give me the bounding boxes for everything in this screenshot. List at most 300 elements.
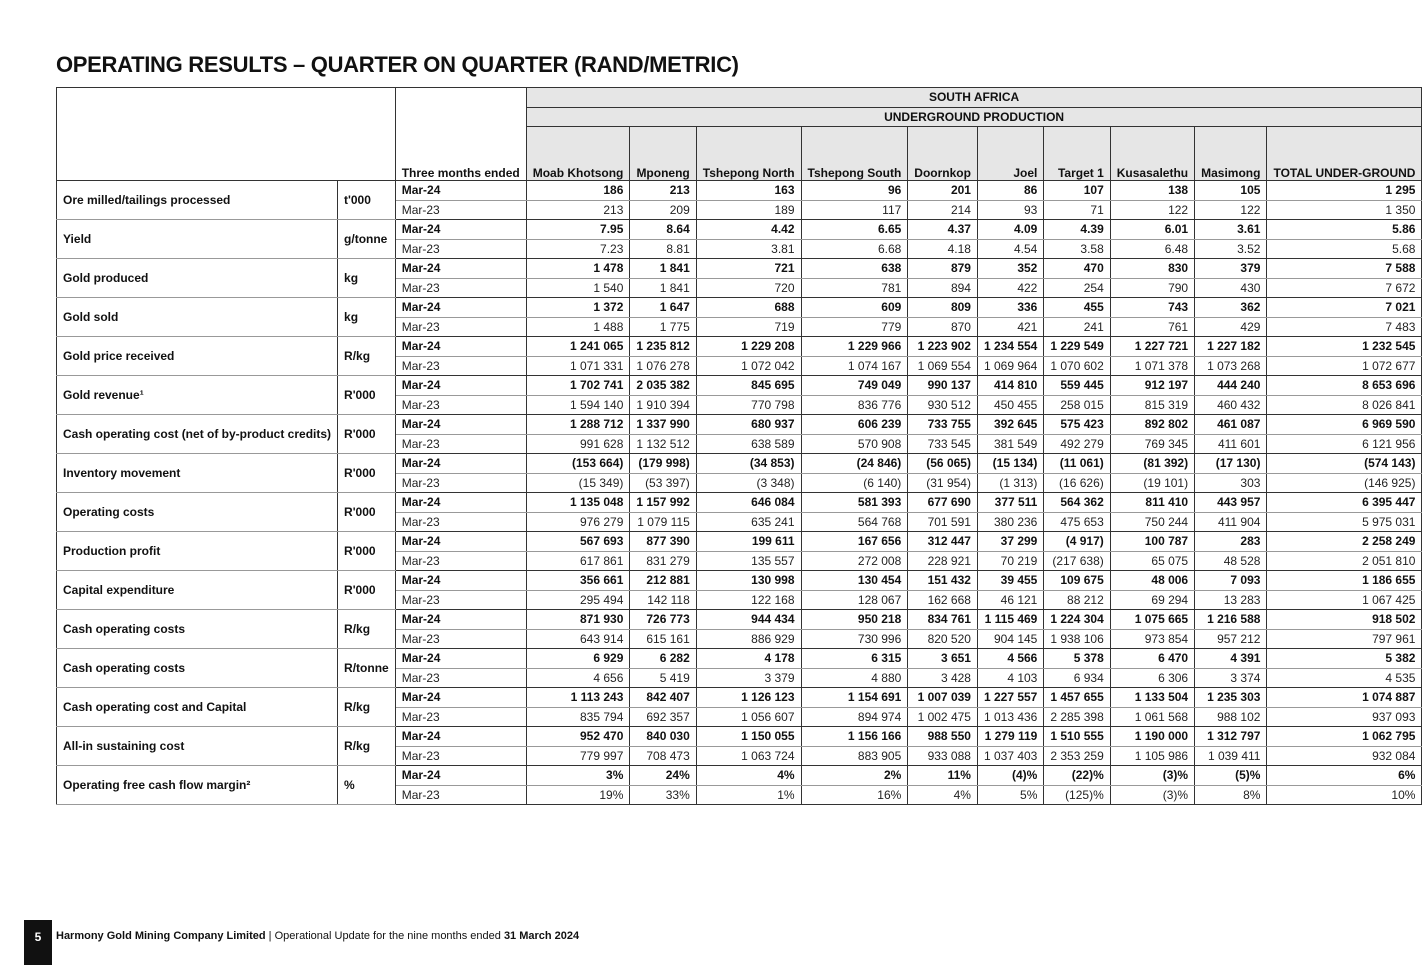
value-cell: 450 455 xyxy=(977,395,1043,415)
period-cell: Mar-23 xyxy=(395,356,526,376)
value-cell: 1 478 xyxy=(526,259,630,279)
footer-separator: | xyxy=(265,930,275,942)
period-cell: Mar-23 xyxy=(395,278,526,298)
value-cell: 312 447 xyxy=(908,532,978,552)
value-cell: 834 761 xyxy=(908,610,978,630)
value-cell: 117 xyxy=(801,200,908,220)
period-cell: Mar-24 xyxy=(395,454,526,474)
table-row xyxy=(57,688,1422,708)
value-cell: 2 353 259 xyxy=(1044,746,1110,766)
table-row xyxy=(57,649,1422,669)
value-cell: 1 074 167 xyxy=(801,356,908,376)
value-cell: 1 841 xyxy=(630,259,696,279)
metric-label: Capital expenditure xyxy=(57,571,338,610)
table-row xyxy=(57,220,1422,240)
value-cell: 1 154 691 xyxy=(801,688,908,708)
value-cell: 214 xyxy=(908,200,978,220)
period-cell: Mar-24 xyxy=(395,571,526,591)
value-cell: 8 026 841 xyxy=(1267,395,1422,415)
value-cell: 422 xyxy=(977,278,1043,298)
value-cell: 957 212 xyxy=(1195,629,1267,649)
value-cell: (574 143) xyxy=(1267,454,1422,474)
value-cell: 1 647 xyxy=(630,298,696,318)
value-cell: 769 345 xyxy=(1110,434,1194,454)
value-cell: 952 470 xyxy=(526,727,630,747)
value-cell: 1 540 xyxy=(526,278,630,298)
metric-label: Gold price received xyxy=(57,337,338,376)
value-cell: 7 093 xyxy=(1195,571,1267,591)
value-cell: 1 295 xyxy=(1267,181,1422,201)
value-cell: 4 103 xyxy=(977,668,1043,688)
value-cell: 3 651 xyxy=(908,649,978,669)
value-cell: 635 241 xyxy=(696,512,801,532)
value-cell: 352 xyxy=(977,259,1043,279)
value-cell: 4.39 xyxy=(1044,220,1110,240)
value-cell: 48 006 xyxy=(1110,571,1194,591)
value-cell: 70 219 xyxy=(977,551,1043,571)
value-cell: 615 161 xyxy=(630,629,696,649)
value-cell: 151 432 xyxy=(908,571,978,591)
value-cell: 33% xyxy=(630,785,696,805)
table-row xyxy=(57,766,1422,786)
period-cell: Mar-24 xyxy=(395,766,526,786)
value-cell: 6 315 xyxy=(801,649,908,669)
column-header: Tshepong North xyxy=(696,127,801,181)
value-cell: (11 061) xyxy=(1044,454,1110,474)
value-cell: 770 798 xyxy=(696,395,801,415)
value-cell: 189 xyxy=(696,200,801,220)
value-cell: 779 xyxy=(801,317,908,337)
value-cell: 8.81 xyxy=(630,239,696,259)
value-cell: 1 156 166 xyxy=(801,727,908,747)
page-footer xyxy=(24,920,724,965)
value-cell: 213 xyxy=(526,200,630,220)
value-cell: 4% xyxy=(696,766,801,786)
value-cell: 721 xyxy=(696,259,801,279)
value-cell: 3% xyxy=(526,766,630,786)
value-cell: 6% xyxy=(1267,766,1422,786)
value-cell: (4)% xyxy=(977,766,1043,786)
value-cell: 1 337 990 xyxy=(630,415,696,435)
value-cell: 71 xyxy=(1044,200,1110,220)
value-cell: 988 550 xyxy=(908,727,978,747)
value-cell: 842 407 xyxy=(630,688,696,708)
value-cell: 749 049 xyxy=(801,376,908,396)
value-cell: (125)% xyxy=(1044,785,1110,805)
value-cell: 790 xyxy=(1110,278,1194,298)
value-cell: 1 061 568 xyxy=(1110,707,1194,727)
value-cell: 1 227 557 xyxy=(977,688,1043,708)
value-cell: 894 xyxy=(908,278,978,298)
value-cell: 4.18 xyxy=(908,239,978,259)
period-cell: Mar-23 xyxy=(395,629,526,649)
column-header: Kusasalethu xyxy=(1110,127,1194,181)
value-cell: (34 853) xyxy=(696,454,801,474)
value-cell: 209 xyxy=(630,200,696,220)
value-cell: 781 xyxy=(801,278,908,298)
value-cell: (1 313) xyxy=(977,473,1043,493)
table-row xyxy=(57,610,1422,630)
value-cell: 421 xyxy=(977,317,1043,337)
period-cell: Mar-24 xyxy=(395,259,526,279)
value-cell: 6.48 xyxy=(1110,239,1194,259)
value-cell: 701 591 xyxy=(908,512,978,532)
value-cell: 429 xyxy=(1195,317,1267,337)
header-row-region xyxy=(57,88,1422,108)
value-cell: 6 934 xyxy=(1044,668,1110,688)
value-cell: (15 349) xyxy=(526,473,630,493)
value-cell: 5 975 031 xyxy=(1267,512,1422,532)
unit-label: R/kg xyxy=(338,610,396,649)
unit-label: t'000 xyxy=(338,181,396,220)
metric-label: All-in sustaining cost xyxy=(57,727,338,766)
value-cell: 1 350 xyxy=(1267,200,1422,220)
metric-label: Gold sold xyxy=(57,298,338,337)
table-row xyxy=(57,298,1422,318)
value-cell: 201 xyxy=(908,181,978,201)
value-cell: 69 294 xyxy=(1110,590,1194,610)
value-cell: 1 075 665 xyxy=(1110,610,1194,630)
value-cell: 1 132 512 xyxy=(630,434,696,454)
value-cell: 392 645 xyxy=(977,415,1043,435)
value-cell: 96 xyxy=(801,181,908,201)
unit-label: R/tonne xyxy=(338,649,396,688)
metric-label: Yield xyxy=(57,220,338,259)
value-cell: 726 773 xyxy=(630,610,696,630)
value-cell: 455 xyxy=(1044,298,1110,318)
value-cell: 5 382 xyxy=(1267,649,1422,669)
value-cell: 973 854 xyxy=(1110,629,1194,649)
value-cell: 381 549 xyxy=(977,434,1043,454)
period-cell: Mar-23 xyxy=(395,473,526,493)
table-row xyxy=(57,454,1422,474)
column-header: Joel xyxy=(977,127,1043,181)
value-cell: 1 013 436 xyxy=(977,707,1043,727)
value-cell: 1 039 411 xyxy=(1195,746,1267,766)
value-cell: 1 186 655 xyxy=(1267,571,1422,591)
value-cell: (15 134) xyxy=(977,454,1043,474)
value-cell: 643 914 xyxy=(526,629,630,649)
period-cell: Mar-24 xyxy=(395,688,526,708)
value-cell: 937 093 xyxy=(1267,707,1422,727)
value-cell: 688 xyxy=(696,298,801,318)
period-cell: Mar-23 xyxy=(395,395,526,415)
value-cell: 708 473 xyxy=(630,746,696,766)
value-cell: 130 998 xyxy=(696,571,801,591)
value-cell: 930 512 xyxy=(908,395,978,415)
value-cell: 1 235 303 xyxy=(1195,688,1267,708)
value-cell: 138 xyxy=(1110,181,1194,201)
value-cell: 7 483 xyxy=(1267,317,1422,337)
region-header: SOUTH AFRICA xyxy=(526,88,1422,108)
period-cell: Mar-24 xyxy=(395,649,526,669)
metric-label: Production profit xyxy=(57,532,338,571)
value-cell: 6 306 xyxy=(1110,668,1194,688)
value-cell: 1 241 065 xyxy=(526,337,630,357)
value-cell: 1 072 677 xyxy=(1267,356,1422,376)
unit-label: R'000 xyxy=(338,532,396,571)
value-cell: 1 372 xyxy=(526,298,630,318)
value-cell: 362 xyxy=(1195,298,1267,318)
value-cell: 1 190 000 xyxy=(1110,727,1194,747)
unit-label: g/tonne xyxy=(338,220,396,259)
value-cell: 461 087 xyxy=(1195,415,1267,435)
period-cell: Mar-24 xyxy=(395,532,526,552)
value-cell: 48 528 xyxy=(1195,551,1267,571)
value-cell: 575 423 xyxy=(1044,415,1110,435)
value-cell: 1% xyxy=(696,785,801,805)
period-cell: Mar-23 xyxy=(395,746,526,766)
value-cell: 6.65 xyxy=(801,220,908,240)
value-cell: 638 589 xyxy=(696,434,801,454)
value-cell: 835 794 xyxy=(526,707,630,727)
footer-date: 31 March 2024 xyxy=(503,930,580,942)
value-cell: 1 229 966 xyxy=(801,337,908,357)
value-cell: 163 xyxy=(696,181,801,201)
value-cell: 1 775 xyxy=(630,317,696,337)
value-cell: 5 419 xyxy=(630,668,696,688)
value-cell: 932 084 xyxy=(1267,746,1422,766)
period-cell: Mar-24 xyxy=(395,220,526,240)
value-cell: 475 653 xyxy=(1044,512,1110,532)
unit-label: R'000 xyxy=(338,493,396,532)
period-cell: Mar-23 xyxy=(395,434,526,454)
footer-text xyxy=(56,930,579,942)
footer-company: Harmony Gold Mining Company Limited xyxy=(56,930,266,942)
value-cell: 213 xyxy=(630,181,696,201)
period-cell: Mar-24 xyxy=(395,298,526,318)
value-cell: 1 073 268 xyxy=(1195,356,1267,376)
period-cell: Mar-23 xyxy=(395,668,526,688)
table-row xyxy=(57,532,1422,552)
value-cell: 990 137 xyxy=(908,376,978,396)
period-cell: Mar-24 xyxy=(395,415,526,435)
value-cell: 7 021 xyxy=(1267,298,1422,318)
value-cell: 1 279 119 xyxy=(977,727,1043,747)
unit-label: kg xyxy=(338,298,396,337)
value-cell: 809 xyxy=(908,298,978,318)
value-cell: 950 218 xyxy=(801,610,908,630)
value-cell: 46 121 xyxy=(977,590,1043,610)
column-header: Target 1 xyxy=(1044,127,1110,181)
metric-label: Operating free cash flow margin² xyxy=(57,766,338,805)
value-cell: 1 115 469 xyxy=(977,610,1043,630)
value-cell: 414 810 xyxy=(977,376,1043,396)
table-row xyxy=(57,415,1422,435)
value-cell: 820 520 xyxy=(908,629,978,649)
value-cell: 6.01 xyxy=(1110,220,1194,240)
value-cell: 93 xyxy=(977,200,1043,220)
segment-header: UNDERGROUND PRODUCTION xyxy=(526,107,1422,127)
unit-label: R'000 xyxy=(338,454,396,493)
value-cell: 1 702 741 xyxy=(526,376,630,396)
value-cell: 4 880 xyxy=(801,668,908,688)
column-header: TOTAL UNDER-GROUND xyxy=(1267,127,1422,181)
value-cell: 1 232 545 xyxy=(1267,337,1422,357)
metric-label: Cash operating costs xyxy=(57,649,338,688)
value-cell: 11% xyxy=(908,766,978,786)
value-cell: 1 062 795 xyxy=(1267,727,1422,747)
period-cell: Mar-23 xyxy=(395,200,526,220)
value-cell: 186 xyxy=(526,181,630,201)
value-cell: 2% xyxy=(801,766,908,786)
value-cell: 912 197 xyxy=(1110,376,1194,396)
metric-label: Gold revenue¹ xyxy=(57,376,338,415)
value-cell: 1 488 xyxy=(526,317,630,337)
value-cell: 1 071 331 xyxy=(526,356,630,376)
value-cell: 5 378 xyxy=(1044,649,1110,669)
value-cell: 492 279 xyxy=(1044,434,1110,454)
value-cell: 8% xyxy=(1195,785,1267,805)
value-cell: 295 494 xyxy=(526,590,630,610)
value-cell: 2 051 810 xyxy=(1267,551,1422,571)
value-cell: 199 611 xyxy=(696,532,801,552)
value-cell: 1 841 xyxy=(630,278,696,298)
table-row xyxy=(57,493,1422,513)
value-cell: 142 118 xyxy=(630,590,696,610)
value-cell: 1 510 555 xyxy=(1044,727,1110,747)
unit-label: R'000 xyxy=(338,571,396,610)
value-cell: 7.95 xyxy=(526,220,630,240)
value-cell: 1 135 048 xyxy=(526,493,630,513)
value-cell: 3 379 xyxy=(696,668,801,688)
value-cell: 13 283 xyxy=(1195,590,1267,610)
value-cell: 1 235 812 xyxy=(630,337,696,357)
value-cell: 3.61 xyxy=(1195,220,1267,240)
value-cell: 750 244 xyxy=(1110,512,1194,532)
header-blank-cell xyxy=(57,88,396,181)
value-cell: 1 938 106 xyxy=(1044,629,1110,649)
value-cell: 1 113 243 xyxy=(526,688,630,708)
value-cell: 2 035 382 xyxy=(630,376,696,396)
value-cell: 356 661 xyxy=(526,571,630,591)
unit-label: R'000 xyxy=(338,376,396,415)
value-cell: 444 240 xyxy=(1195,376,1267,396)
value-cell: 443 957 xyxy=(1195,493,1267,513)
unit-label: R/kg xyxy=(338,727,396,766)
column-header: Doornkop xyxy=(908,127,978,181)
value-cell: (153 664) xyxy=(526,454,630,474)
value-cell: (217 638) xyxy=(1044,551,1110,571)
value-cell: 380 236 xyxy=(977,512,1043,532)
unit-label: R/kg xyxy=(338,337,396,376)
table-row xyxy=(57,376,1422,396)
value-cell: 567 693 xyxy=(526,532,630,552)
period-cell: Mar-24 xyxy=(395,376,526,396)
value-cell: 720 xyxy=(696,278,801,298)
value-cell: 4 656 xyxy=(526,668,630,688)
value-cell: 904 145 xyxy=(977,629,1043,649)
page-title: OPERATING RESULTS – QUARTER ON QUARTER (RAND/METRIC) xyxy=(56,52,739,77)
value-cell: 109 675 xyxy=(1044,571,1110,591)
value-cell: 122 xyxy=(1195,200,1267,220)
value-cell: 815 319 xyxy=(1110,395,1194,415)
period-cell: Mar-24 xyxy=(395,493,526,513)
value-cell: 680 937 xyxy=(696,415,801,435)
value-cell: 3 428 xyxy=(908,668,978,688)
value-cell: 3.58 xyxy=(1044,239,1110,259)
metric-label: Cash operating costs xyxy=(57,610,338,649)
period-cell: Mar-23 xyxy=(395,239,526,259)
value-cell: 677 690 xyxy=(908,493,978,513)
value-cell: 430 xyxy=(1195,278,1267,298)
value-cell: 1 229 208 xyxy=(696,337,801,357)
column-header: Moab Khotsong xyxy=(526,127,630,181)
value-cell: 1 223 902 xyxy=(908,337,978,357)
value-cell: 1 288 712 xyxy=(526,415,630,435)
value-cell: 6 121 956 xyxy=(1267,434,1422,454)
metric-label: Operating costs xyxy=(57,493,338,532)
value-cell: 976 279 xyxy=(526,512,630,532)
value-cell: 1 312 797 xyxy=(1195,727,1267,747)
value-cell: 892 802 xyxy=(1110,415,1194,435)
value-cell: 6 282 xyxy=(630,649,696,669)
value-cell: 258 015 xyxy=(1044,395,1110,415)
metric-label: Cash operating cost and Capital xyxy=(57,688,338,727)
value-cell: (6 140) xyxy=(801,473,908,493)
value-cell: 1 216 588 xyxy=(1195,610,1267,630)
period-cell: Mar-24 xyxy=(395,337,526,357)
value-cell: (4 917) xyxy=(1044,532,1110,552)
value-cell: 1 069 554 xyxy=(908,356,978,376)
value-cell: 3.81 xyxy=(696,239,801,259)
value-cell: 1 150 055 xyxy=(696,727,801,747)
value-cell: 730 996 xyxy=(801,629,908,649)
value-cell: (146 925) xyxy=(1267,473,1422,493)
value-cell: 37 299 xyxy=(977,532,1043,552)
value-cell: 6 395 447 xyxy=(1267,493,1422,513)
value-cell: 1 076 278 xyxy=(630,356,696,376)
value-cell: 228 921 xyxy=(908,551,978,571)
value-cell: 4% xyxy=(908,785,978,805)
value-cell: 107 xyxy=(1044,181,1110,201)
value-cell: 283 xyxy=(1195,532,1267,552)
value-cell: 933 088 xyxy=(908,746,978,766)
value-cell: 7 588 xyxy=(1267,259,1422,279)
value-cell: 581 393 xyxy=(801,493,908,513)
table-row xyxy=(57,337,1422,357)
value-cell: (3)% xyxy=(1110,785,1194,805)
value-cell: 564 362 xyxy=(1044,493,1110,513)
value-cell: 4.09 xyxy=(977,220,1043,240)
table-row xyxy=(57,259,1422,279)
value-cell: 1 126 123 xyxy=(696,688,801,708)
value-cell: 1 071 378 xyxy=(1110,356,1194,376)
value-cell: 167 656 xyxy=(801,532,908,552)
column-header: Tshepong South xyxy=(801,127,908,181)
value-cell: 761 xyxy=(1110,317,1194,337)
period-cell: Mar-23 xyxy=(395,590,526,610)
value-cell: 988 102 xyxy=(1195,707,1267,727)
value-cell: 16% xyxy=(801,785,908,805)
value-cell: 811 410 xyxy=(1110,493,1194,513)
value-cell: 130 454 xyxy=(801,571,908,591)
value-cell: 254 xyxy=(1044,278,1110,298)
value-cell: 1 063 724 xyxy=(696,746,801,766)
value-cell: 1 074 887 xyxy=(1267,688,1422,708)
value-cell: (24 846) xyxy=(801,454,908,474)
value-cell: 19% xyxy=(526,785,630,805)
value-cell: (19 101) xyxy=(1110,473,1194,493)
value-cell: 122 168 xyxy=(696,590,801,610)
value-cell: (53 397) xyxy=(630,473,696,493)
value-cell: 779 997 xyxy=(526,746,630,766)
value-cell: 122 xyxy=(1110,200,1194,220)
value-cell: 570 908 xyxy=(801,434,908,454)
value-cell: 5.86 xyxy=(1267,220,1422,240)
unit-label: kg xyxy=(338,259,396,298)
value-cell: 6 969 590 xyxy=(1267,415,1422,435)
